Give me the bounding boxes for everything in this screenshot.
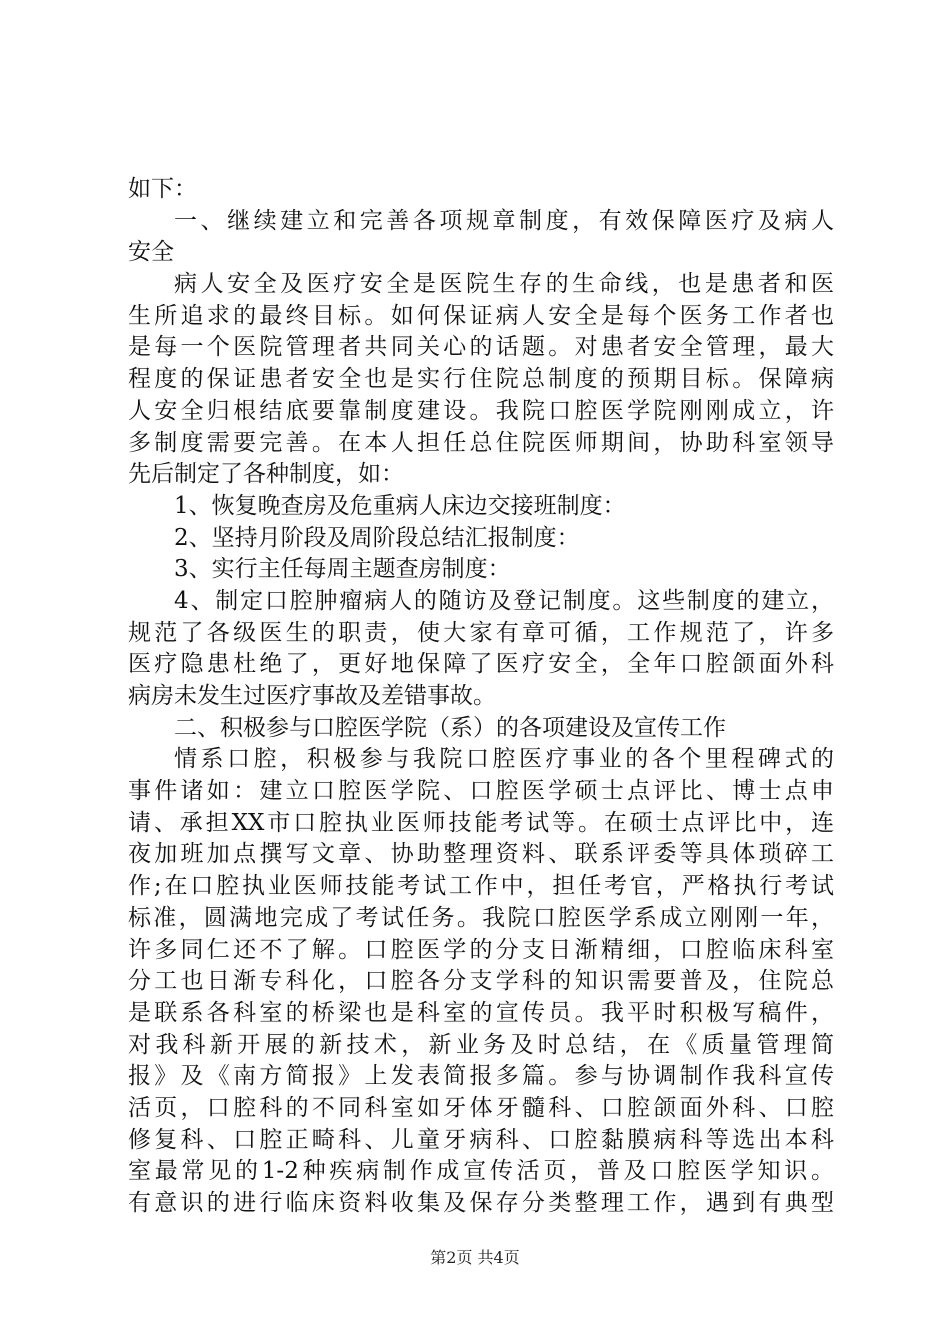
text-line: 对我科新开展的新技术，新业务及时总结，在《质量管理简 <box>128 1031 834 1058</box>
page-footer: 第2页 共4页 <box>430 1248 520 1267</box>
text-line: 3、实行主任每周主题查房制度： <box>174 556 511 583</box>
text-line: 病房未发生过医疗事故及差错事故。 <box>128 683 496 709</box>
text-line: 修复科、口腔正畸科、儿童牙病科、口腔黏膜病科等选出本科 <box>128 1126 834 1153</box>
text-line: 4、制定口腔肿瘤病人的随访及登记制度。这些制度的建立， <box>174 587 834 614</box>
text-line: 一、继续建立和完善各项规章制度，有效保障医疗及病人 <box>174 207 834 234</box>
text-line: 情系口腔，积极参与我院口腔医疗事业的各个里程碑式的 <box>174 746 834 773</box>
text-line: 活页，口腔科的不同科室如牙体牙髓科、口腔颌面外科、口腔 <box>128 1094 834 1121</box>
text-line: 请、承担XX市口腔执业医师技能考试等。在硕士点评比中，连 <box>128 809 834 836</box>
text-line: 先后制定了各种制度，如： <box>128 461 404 488</box>
text-line: 事件诸如：建立口腔医学院、口腔医学硕士点评比、博士点申 <box>128 778 834 805</box>
text-line: 作;在口腔执业医师技能考试工作中，担任考官，严格执行考试 <box>128 873 834 900</box>
text-line: 报》及《南方简报》上发表简报多篇。参与协调制作我科宣传 <box>128 1063 834 1090</box>
text-line: 1、恢复晚查房及危重病人床边交接班制度： <box>174 492 626 519</box>
text-line: 是联系各科室的桥梁也是科室的宣传员。我平时积极写稿件， <box>128 999 834 1026</box>
text-line: 是每一个医院管理者共同关心的话题。对患者安全管理，最大 <box>128 334 834 361</box>
text-line: 室最常见的1-2种疾病制作成宣传活页，普及口腔医学知识。 <box>128 1158 834 1185</box>
text-line: 程度的保证患者安全也是实行住院总制度的预期目标。保障病 <box>128 366 834 393</box>
text-line: 医疗隐患杜绝了，更好地保障了医疗安全，全年口腔颌面外科 <box>128 651 834 678</box>
text-line: 夜加班加点撰写文章、协助整理资料、联系评委等具体琐碎工 <box>128 841 834 868</box>
text-line: 有意识的进行临床资料收集及保存分类整理工作，遇到有典型 <box>128 1190 834 1216</box>
text-line: 二、积极参与口腔医学院（系）的各项建设及宣传工作 <box>174 714 726 741</box>
text-line: 许多同仁还不了解。口腔医学的分支日渐精细，口腔临床科室 <box>128 936 834 963</box>
text-line: 规范了各级医生的职责，使大家有章可循，工作规范了，许多 <box>128 619 834 646</box>
text-line: 多制度需要完善。在本人担任总住院医师期间，协助科室领导 <box>128 429 834 456</box>
text-line: 2、坚持月阶段及周阶段总结汇报制度： <box>174 524 580 551</box>
text-line: 标准，圆满地完成了考试任务。我院口腔医学系成立刚刚一年， <box>128 904 834 931</box>
text-line: 生所追求的最终目标。如何保证病人安全是每个医务工作者也 <box>128 302 834 329</box>
text-line: 病人安全及医疗安全是医院生存的生命线，也是患者和医 <box>174 271 834 298</box>
text-line: 分工也日渐专科化，口腔各分支学科的知识需要普及，住院总 <box>128 968 834 995</box>
text-line: 安全 <box>128 239 174 266</box>
document-body <box>128 174 834 1220</box>
text-line: 人安全归根结底要靠制度建设。我院口腔医学院刚刚成立，许 <box>128 397 834 424</box>
text-line: 如下： <box>128 176 197 202</box>
